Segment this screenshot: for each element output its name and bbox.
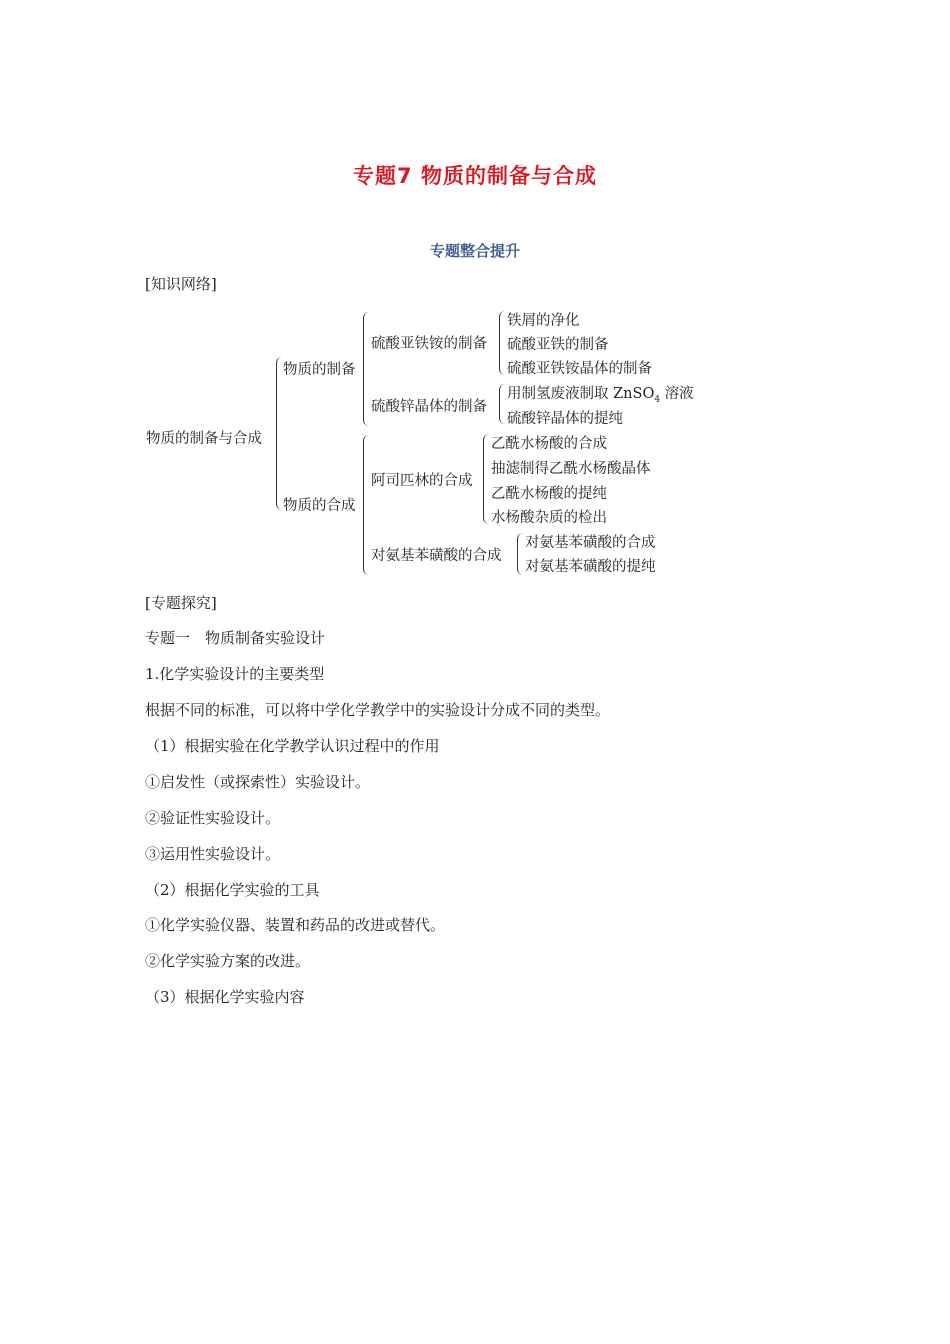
page-subtitle: 专题整合提升 [429,242,520,260]
category-heading: （3）根据化学实验内容 [145,988,305,1006]
synthesis-brace [363,435,371,575]
section-explore-heading: [专题探究] [145,594,217,612]
leaf-item: 铁屑的净化 [507,313,580,329]
list-item: ①启发性（或探索性）实验设计。 [145,773,371,791]
page-title: 专题7 物质的制备与合成 [353,164,597,188]
preparation-brace [363,312,371,426]
subheading: 1.化学实验设计的主要类型 [145,665,325,683]
sulfanilic-acid-brace [517,533,525,575]
list-item: ①化学实验仪器、装置和药品的改进或替代。 [145,916,446,934]
category-heading: （2）根据化学实验的工具 [145,881,320,899]
network-root: 物质的制备与合成 [146,431,262,447]
leaf-item: 对氨基苯磺酸的提纯 [525,559,656,575]
category-heading: （1）根据实验在化学教学认识过程中的作用 [145,737,440,755]
leaf-item: 乙酰水杨酸的合成 [491,436,607,452]
ammonium-ferrous-sulfate-brace [499,311,507,375]
leaf-item: 硫酸亚铁铵晶体的制备 [507,361,652,377]
leaf-item: 水杨酸杂质的检出 [491,510,607,526]
root-brace [276,357,284,510]
knowledge-network [0,0,950,600]
leaf-item: 硫酸亚铁的制备 [507,337,609,353]
sub-aspirin-synthesis: 阿司匹林的合成 [371,473,473,489]
zinc-sulfate-brace [499,384,507,424]
paragraph: 根据不同的标准，可以将中学化学教学中的实验设计分成不同的类型。 [145,701,611,719]
list-item: ③运用性实验设计。 [145,845,281,863]
leaf-item: 抽滤制得乙酰水杨酸晶体 [491,461,651,477]
leaf-item: 硫酸锌晶体的提纯 [507,411,623,427]
leaf-item: 对氨基苯磺酸的合成 [525,535,656,551]
section-network-heading: [知识网络] [145,275,217,293]
leaf-item: 乙酰水杨酸的提纯 [491,486,607,502]
branch-synthesis: 物质的合成 [283,498,356,514]
topic-heading: 专题一 物质制备实验设计 [145,629,326,647]
branch-preparation: 物质的制备 [283,362,356,378]
sub-sulfanilic-acid-synthesis: 对氨基苯磺酸的合成 [371,548,502,564]
aspirin-brace [483,434,491,524]
sub-ammonium-ferrous-sulfate: 硫酸亚铁铵的制备 [371,336,487,352]
list-item: ②验证性实验设计。 [145,809,281,827]
sub-zinc-sulfate-crystal: 硫酸锌晶体的制备 [371,399,487,415]
leaf-item: 用制氢废液制取 ZnSO$_4$ 溶液 [507,386,694,405]
list-item: ②化学实验方案的改进。 [145,952,311,970]
